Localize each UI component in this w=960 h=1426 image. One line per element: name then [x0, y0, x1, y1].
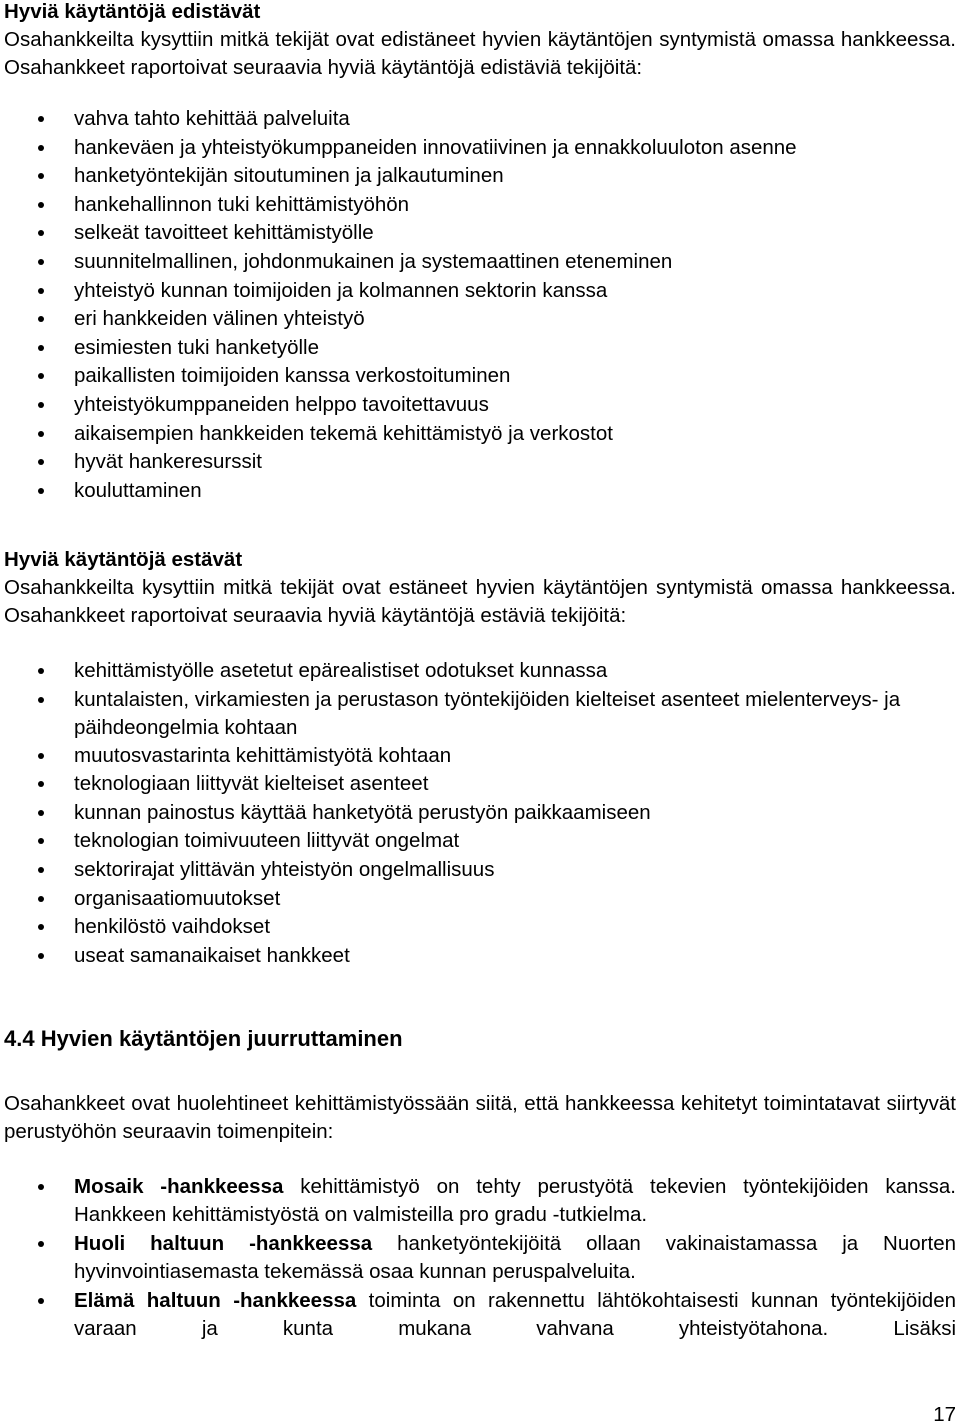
list-item: teknologian toimivuuteen liittyvät ongelmat — [0, 827, 960, 856]
list-item: teknologiaan liittyvät kielteiset asenteet — [0, 770, 960, 799]
rooting-measures-list — [0, 1173, 960, 1344]
project-name: Elämä haltuun -hankkeessa — [74, 1289, 357, 1312]
item-text: hanketyöntekijöitä ollaan vakinaistamassa ja Nuorten hyvinvointiasemasta tekemässä osaa kunnan peruspalveluita. — [74, 1232, 956, 1283]
list-item: kehittämistyölle asetetut epärealistiset odotukset kunnassa — [0, 657, 960, 686]
section-intro-promoting: Osahankkeilta kysyttiin mitkä tekijät ovat edistäneet hyvien käytäntöjen syntymistä omassa hankkeessa. Osahankkeet raportoivat seuraavia hyviä käytäntöjä edistäviä tekijöitä: — [4, 28, 956, 79]
list-item: vahva tahto kehittää palveluita — [0, 105, 960, 134]
list-item: suunnitelmallinen, johdonmukainen ja systemaattinen eteneminen — [0, 248, 960, 277]
list-item: muutosvastarinta kehittämistyötä kohtaan — [0, 742, 960, 771]
list-item — [0, 1287, 960, 1343]
list-item: useat samanaikaiset hankkeet — [0, 942, 960, 971]
item-text: kehittämistyö on tehty perustyötä tekevien työntekijöiden kanssa. Hankkeen kehittämistyöstä on valmisteilla pro gradu -tutkielma. — [74, 1175, 956, 1226]
section-heading-hindering: Hyviä käytäntöjä estävät — [4, 548, 243, 571]
hindering-factors-list — [0, 657, 960, 970]
list-item — [0, 1230, 960, 1286]
list-item: henkilöstö vaihdokset — [0, 913, 960, 942]
page-number: 17 — [933, 1403, 956, 1426]
list-item: selkeät tavoitteet kehittämistyölle — [0, 219, 960, 248]
project-name: Mosaik -hankkeessa — [74, 1175, 284, 1198]
list-item: aikaisempien hankkeiden tekemä kehittämistyö ja verkostot — [0, 420, 960, 449]
list-item: yhteistyökumppaneiden helppo tavoitettavuus — [0, 391, 960, 420]
list-item: kuntalaisten, virkamiesten ja perustason työntekijöiden kielteiset asenteet mielenterveys- ja päihdeongelmia kohtaan — [0, 686, 960, 742]
list-item — [0, 1173, 960, 1229]
list-item: hankehallinnon tuki kehittämistyöhön — [0, 191, 960, 220]
section-intro-hindering: Osahankkeilta kysyttiin mitkä tekijät ovat estäneet hyvien käytäntöjen syntymistä omassa hankkeessa. Osahankkeet raportoivat seuraavia hyviä käytäntöjä estäviä tekijöitä: — [4, 576, 956, 627]
list-item: hanketyöntekijän sitoutuminen ja jalkautuminen — [0, 162, 960, 191]
list-item: kouluttaminen — [0, 477, 960, 506]
list-item: eri hankkeiden välinen yhteistyö — [0, 305, 960, 334]
section-title: 4.4 Hyvien käytäntöjen juurruttaminen — [4, 1026, 403, 1051]
section-intro-rooting: Osahankkeet ovat huolehtineet kehittämistyössään siitä, että hankkeessa kehitetyt toimintatavat siirtyvät perustyöhön seuraavin toimenpitein: — [4, 1092, 956, 1143]
list-item: hyvät hankeresurssit — [0, 448, 960, 477]
section-heading-promoting: Hyviä käytäntöjä edistävät — [4, 0, 261, 23]
list-item: yhteistyö kunnan toimijoiden ja kolmannen sektorin kanssa — [0, 277, 960, 306]
list-item: sektorirajat ylittävän yhteistyön ongelmallisuus — [0, 856, 960, 885]
list-item: hankeväen ja yhteistyökumppaneiden innovatiivinen ja ennakkoluuloton asenne — [0, 134, 960, 163]
item-text: toiminta on rakennettu lähtökohtaisesti kunnan työntekijöiden varaan ja kunta mukana vahvana yhteistyötahona. Lisäksi — [74, 1289, 956, 1340]
promoting-factors-list — [0, 105, 960, 505]
list-item: organisaatiomuutokset — [0, 885, 960, 914]
list-item: kunnan painostus käyttää hanketyötä perustyön paikkaamiseen — [0, 799, 960, 828]
list-item: esimiesten tuki hanketyölle — [0, 334, 960, 363]
project-name: Huoli haltuun -hankkeessa — [74, 1232, 373, 1255]
list-item: paikallisten toimijoiden kanssa verkostoituminen — [0, 362, 960, 391]
